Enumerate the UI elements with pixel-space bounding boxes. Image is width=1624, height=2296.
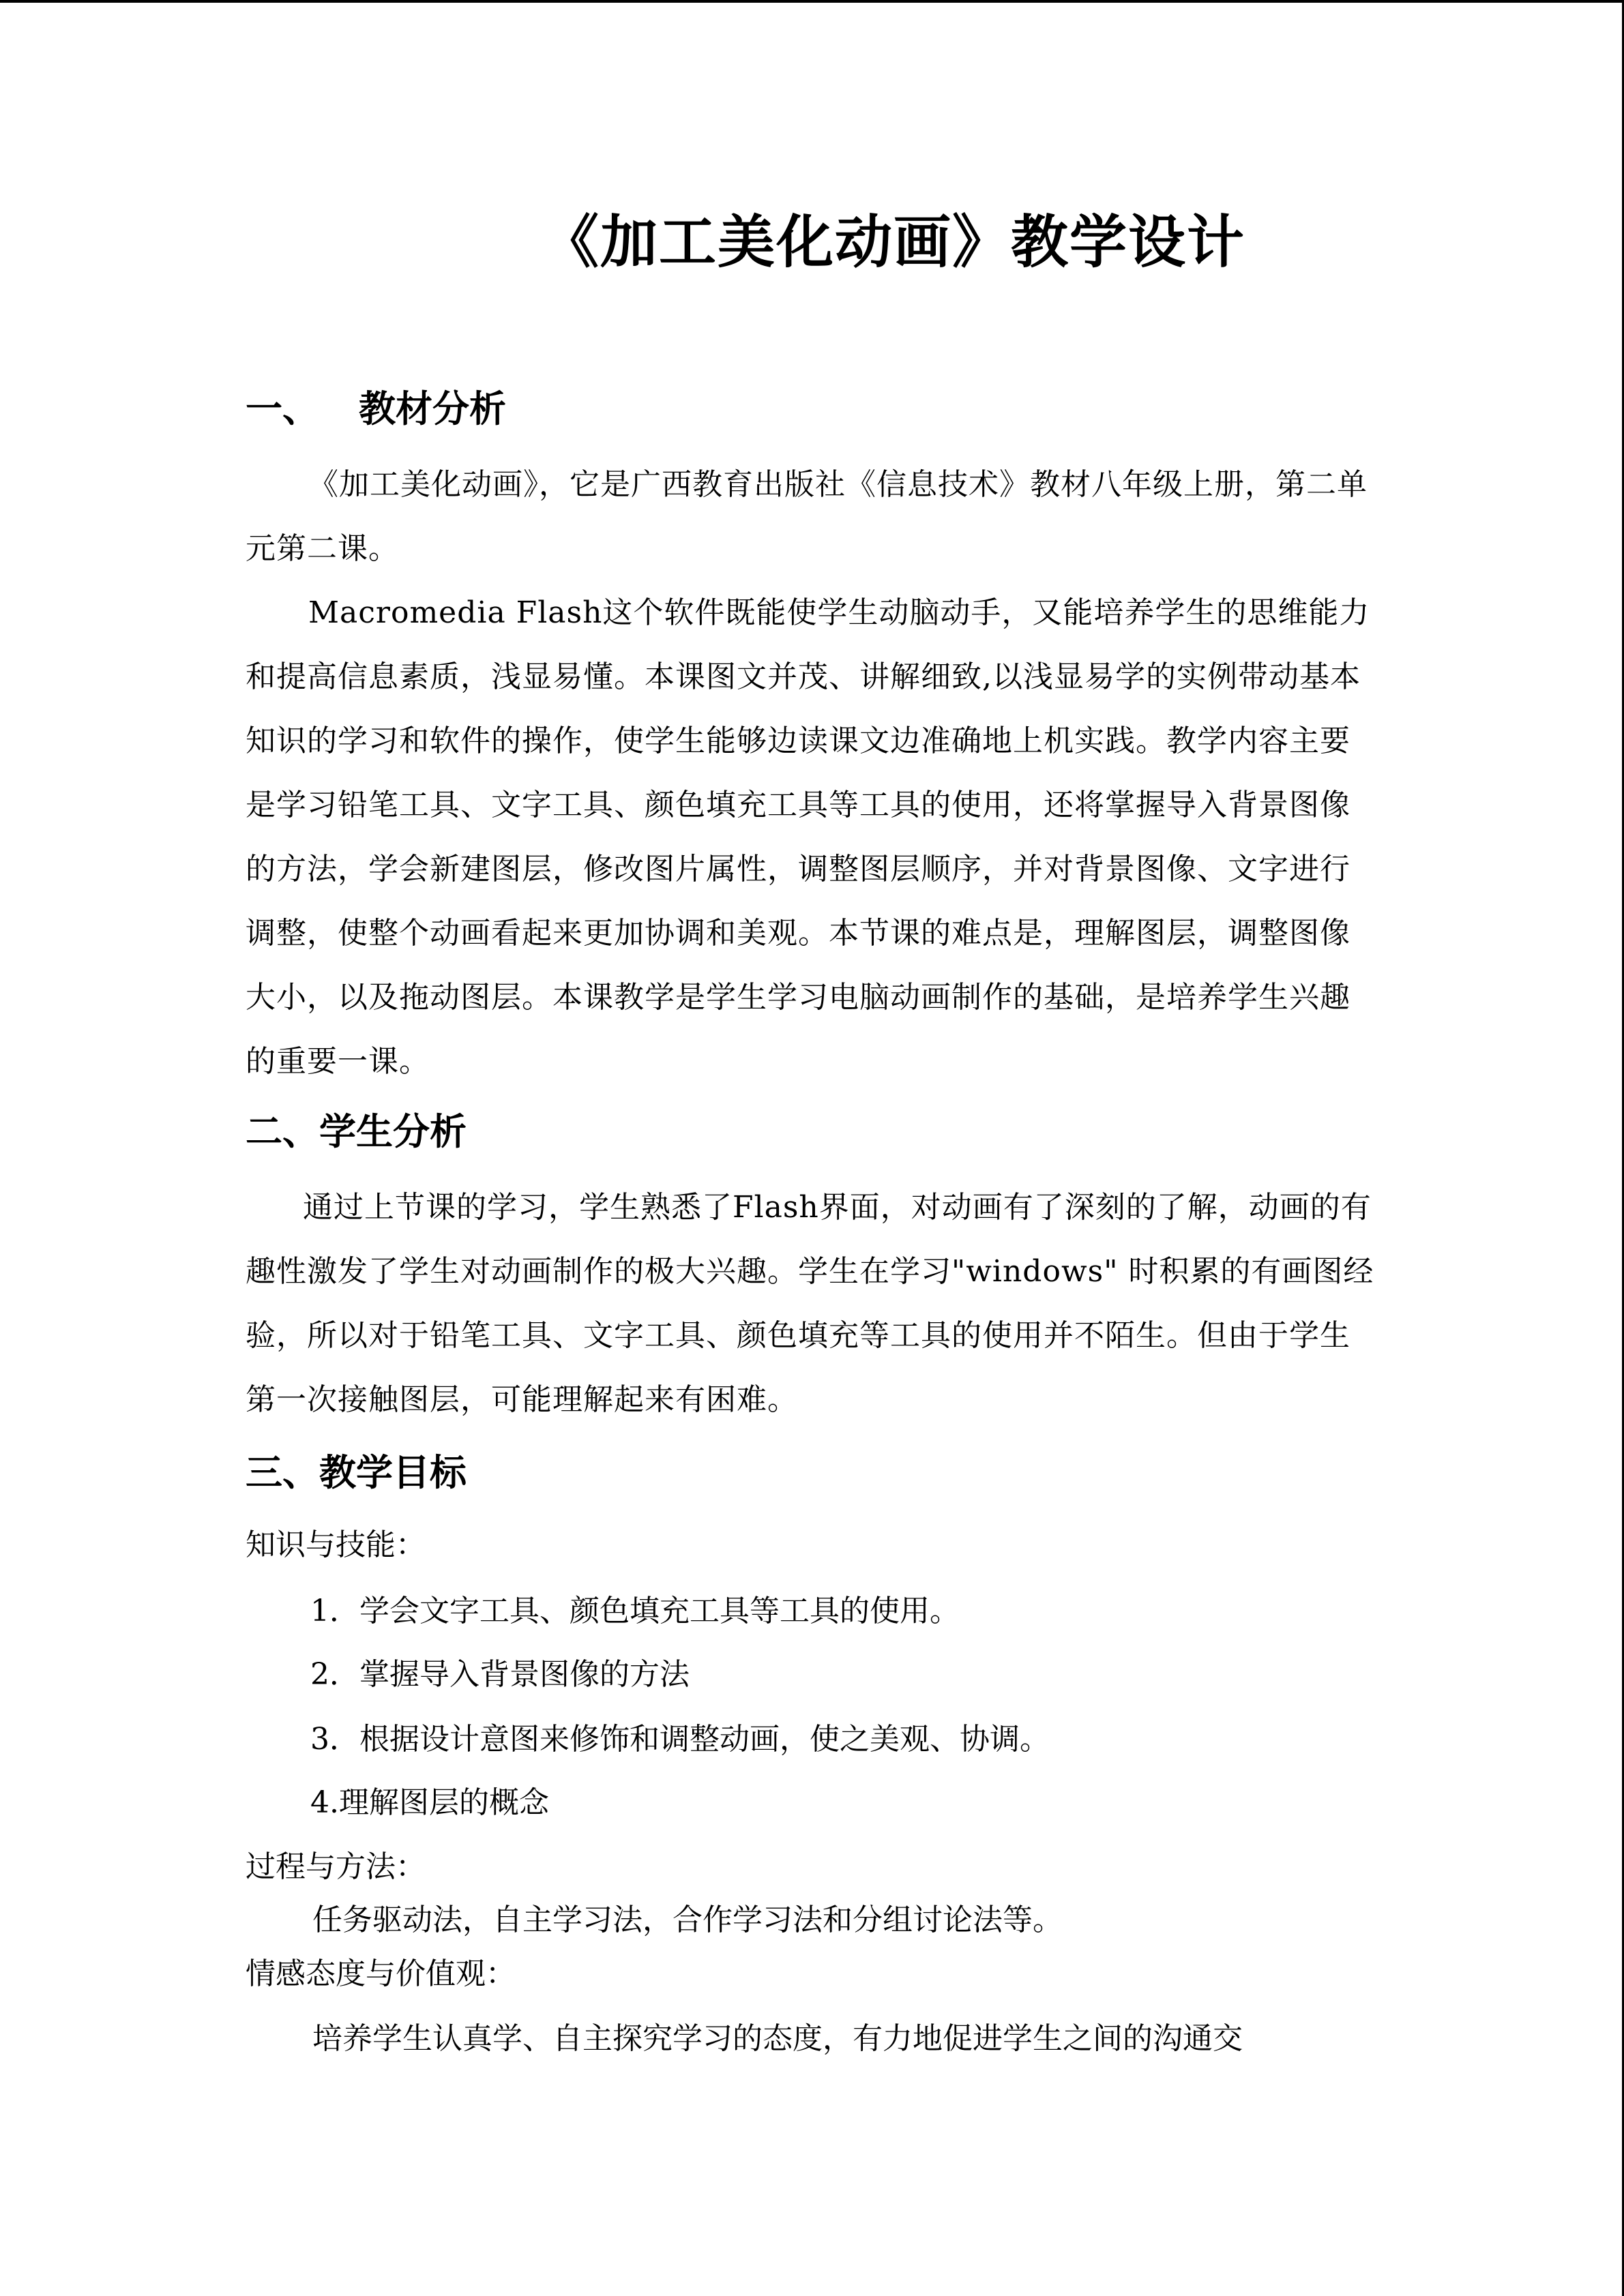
paragraph: Macromedia Flash这个软件既能使学生动脑动手，又能培养学生的思维能力和提高信息素质，浅显易懂。本课图文并茂、讲解细致,以浅显易学的实例带动基本知识的学习和软件的操作，使学生能够边读课文边准确地上机实践。教学内容主要是学习铅笔工具、文字工具、颜色填充工具等工具的使用，还将掌握导入背景图像的方法，学会新建图层，修改图片属性，调整图层顺序，并对背景图像、文字进行调整，使整个动画看起来更加协调和美观。本节课的难点是，理解图层，调整图像大小，以及拖动图层。本课教学是学生学习电脑动画制作的基础，是培养学生兴趣的重要一课。: [246, 595, 1370, 1079]
section-heading-students: 二、学生分析: [246, 1110, 467, 1153]
process-label: 过程与方法：: [246, 1849, 426, 1884]
section-title: 教材分析: [359, 387, 506, 430]
list-item: 3．根据设计意图来修饰和调整动画，使之美观、协调。: [310, 1722, 1050, 1757]
emotion-label: 情感态度与价值观：: [246, 1956, 516, 1991]
paragraph: 通过上节课的学习，学生熟悉了Flash界面，对动画有了深刻的了解，动画的有趣性激发了学生对动画制作的极大兴趣。学生在学习"windows" 时积累的有画图经验，所以对于铅笔工具、文字工具、颜色填充等工具的使用并不陌生。但由于学生第一次接触图层，可能理解起来有困难。: [246, 1190, 1374, 1417]
list-item: 2．掌握导入背景图像的方法: [310, 1657, 690, 1692]
process-text: 任务驱动法，自主学习法，合作学习法和分组讨论法等。: [312, 1903, 1063, 1937]
document-title: 《加工美化动画》教学设计: [541, 209, 1245, 275]
page-top-border: [0, 0, 1624, 3]
emotion-text: 培养学生认真学、自主探究学习的态度，有力地促进学生之间的沟通交: [312, 2021, 1243, 2056]
section-heading-materials: [246, 385, 1405, 433]
list-item: 1．学会文字工具、颜色填充工具等工具的使用。: [310, 1594, 960, 1628]
list-item: 4.理解图层的概念: [310, 1785, 549, 1820]
section-number: 一、: [246, 387, 319, 430]
paragraph: 《加工美化动画》，它是广西教育出版社《信息技术》教材八年级上册，第二单元第二课。: [246, 467, 1368, 566]
knowledge-label: 知识与技能：: [246, 1527, 426, 1562]
section-heading-objectives: 三、教学目标: [246, 1451, 467, 1494]
